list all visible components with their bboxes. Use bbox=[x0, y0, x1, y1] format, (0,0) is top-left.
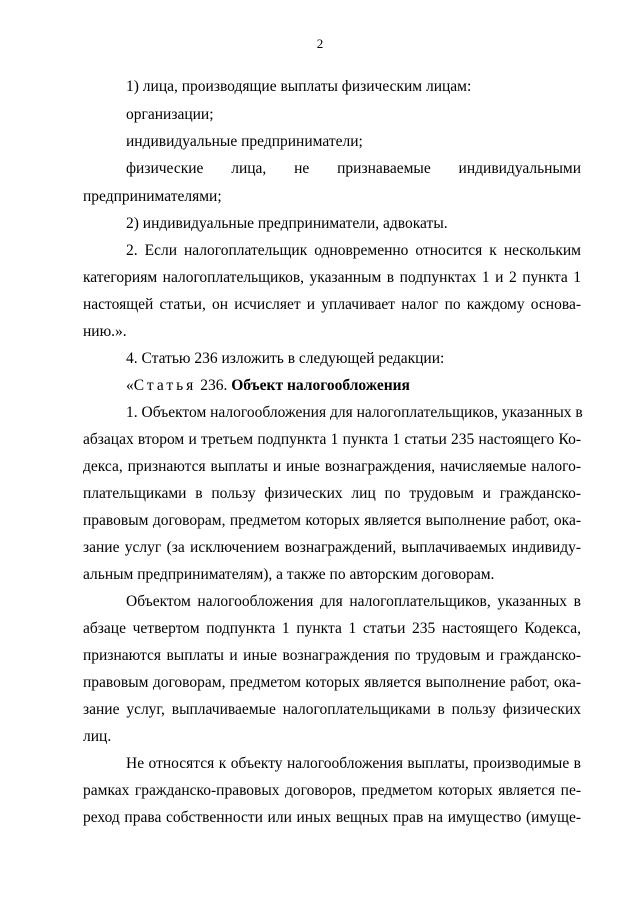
text-line: признаются выплаты и иные вознаграждения по трудовым и гражданско- bbox=[83, 647, 581, 664]
text-line: Не относятся к объекту налогообложения выплаты, производимые в bbox=[126, 755, 581, 772]
text-line: физические лица, не признаваемые индивидуальными bbox=[126, 160, 581, 177]
text-line: индивидуальные предприниматели; bbox=[126, 133, 363, 150]
text-line: рамках гражданско-правовых договоров, предметом которых является пе- bbox=[83, 782, 581, 799]
text-line: настоящей статьи, он исчисляет и уплачивает налог по каждому основа- bbox=[83, 296, 581, 313]
text-line: 4. Статью 236 изложить в следующей редакции: bbox=[126, 350, 445, 367]
text-line: реход права собственности или иных вещных прав на имущество (имуще- bbox=[83, 809, 581, 826]
text-line: зание услуг (за исключением вознаграждений, выплачиваемых индивиду- bbox=[83, 539, 581, 556]
text-line: правовым договорам, предметом которых является выполнение работ, ока- bbox=[83, 512, 581, 529]
article-title: Объект налогообложения bbox=[231, 377, 410, 394]
text-line: 1) лица, производящие выплаты физическим лицам: bbox=[126, 78, 472, 95]
text-line: 1. Объектом налогообложения для налогоплательщиков, указанных в bbox=[126, 404, 583, 421]
text-line: правовым договорам, предметом которых является выполнение работ, ока- bbox=[83, 674, 581, 691]
text-line: категориям налогоплательщиков, указанным в подпунктах 1 и 2 пункта 1 bbox=[83, 269, 581, 286]
text-line: 2) индивидуальные предприниматели, адвокаты. bbox=[126, 215, 448, 232]
article-heading bbox=[126, 376, 410, 396]
text-line: плательщиками в пользу физических лиц по трудовым и гражданско- bbox=[83, 485, 581, 502]
text-line: Объектом налогообложения для налогоплательщиков, указанных в bbox=[126, 593, 581, 610]
text-line: 2. Если налогоплательщик одновременно относится к нескольким bbox=[126, 242, 581, 259]
text-line: абзаце четвертом подпункта 1 пункта 1 статьи 235 настоящего Кодекса, bbox=[83, 620, 581, 637]
page-number: 2 bbox=[316, 36, 324, 51]
text-line: зание услуг, выплачиваемые налогоплательщиками в пользу физических bbox=[83, 701, 581, 718]
article-word-spaced: Статья bbox=[133, 377, 197, 394]
article-heading-prefix: « bbox=[126, 377, 134, 394]
text-line: организации; bbox=[126, 106, 214, 123]
text-line: декса, признаются выплаты и иные вознаграждения, начисляемые налого- bbox=[83, 458, 581, 475]
text-line: абзацах втором и третьем подпункта 1 пункта 1 статьи 235 настоящего Ко- bbox=[83, 431, 581, 448]
text-line: предпринимателями; bbox=[83, 188, 222, 205]
text-line: лиц. bbox=[83, 728, 112, 745]
text-line: нию.». bbox=[83, 323, 127, 340]
text-line: альным предпринимателям), а также по авторским договорам. bbox=[83, 566, 495, 583]
article-number: 236. bbox=[196, 377, 232, 394]
